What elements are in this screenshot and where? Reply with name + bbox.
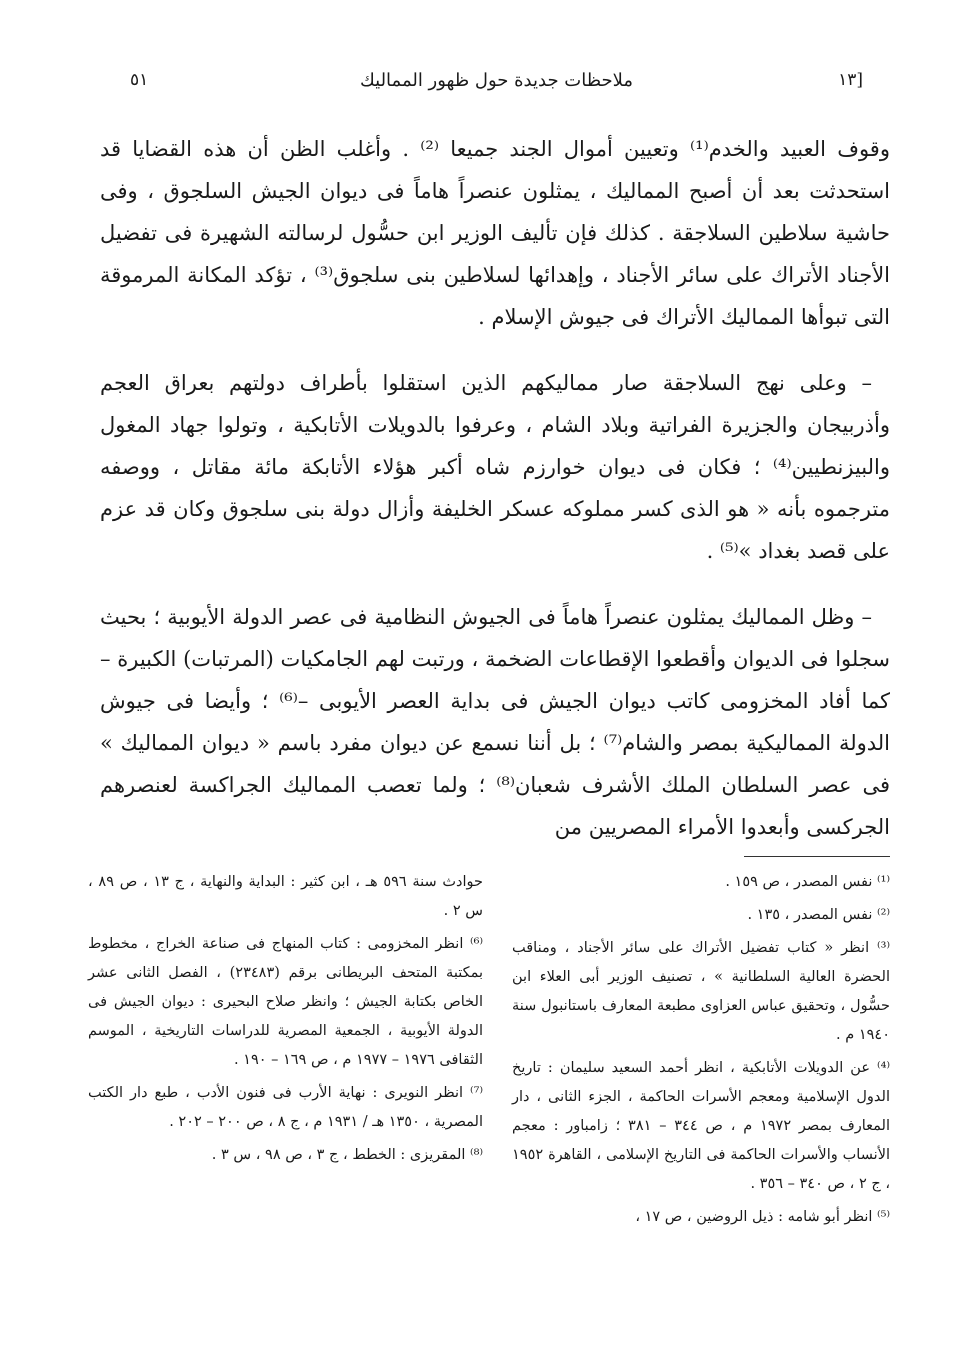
- footnote-5-continued: حوادث سنة ٥٩٦ هـ ، ابن كثير : البداية والنهاية ، ج ١٣ ، ص ٨٩ ، س ٢ .: [88, 874, 484, 919]
- header-reference: [١٣: [838, 70, 863, 90]
- footnote-5: ⁽⁵⁾ انظر أبو شامه : ذيل الروضين ، ص ١٧ ،: [635, 1209, 890, 1225]
- page-number: ٥١: [130, 70, 149, 90]
- footnote-7: ⁽⁷⁾ انظر النويرى : نهاية الأرب فى فنون الأدب ، طبع دار الكتب المصرية ، ١٣٥٠ هـ / ١٩٣١ م ، ج ٨ ، ص ٢٠٠ – ٢٠٢ .: [88, 1085, 483, 1130]
- header-title: ملاحظات جديدة حول ظهور المماليك: [359, 70, 634, 91]
- footnote-2: ⁽²⁾ نفس المصدر ، ١٣٥ .: [747, 907, 890, 923]
- main-text: [100, 128, 890, 872]
- paragraph-2: – وعلى نهج السلاجقة صار مماليكهم الذين استقلوا بأطراف دولتهم بعراق العجم وأذربيجان والجزيرة الفراتية وبلاد الشام ، وعرفوا بالدويلات الأتابكية ، وتولوا جهاد المغول والبيزنطيين⁽⁴⁾ ؛ فكان فى ديوان خوارزم شاه أكبر هؤلاء الأتابكة مائة مقاتل ، ووصفه مترجموه بأنه « هو الذى كسر مملوكه عسكر الخليفة وأزال دولة بنى سلجوق وكان قد عزم على قصد بغداد »⁽⁵⁾ .: [100, 371, 890, 563]
- footnote-6: ⁽⁶⁾ انظر المخزومى : كتاب المنهاج فى صناعة الخراج ، مخطوط بمكتبة المتحف البريطانى برقم (٢٣٤٨٣) ، الفصل الثانى عشر الخاص بكتابة الجيش ؛ وانظر صلاح البحيرى : ديوان الجيش فى الدولة الأيوبية ، الجمعية المصرية للدراسات التاريخية ، الموسم الثقافى ١٩٧٦ – ١٩٧٧ م ، ص ١٦٩ – ١٩٠ .: [88, 936, 484, 1068]
- paragraph-3: – وظل المماليك يمثلون عنصراً هاماً فى الجيوش النظامية فى عصر الدولة الأيوبية ؛ بحيث سجلوا فى الديوان وأقطعوا الإقطاعات الضخمة ، ورتبت لهم الجامكيات (المرتبات) الكبيرة – كما أفاد المخزومى كاتب ديوان الجيش فى بداية العصر الأيوبى –⁽⁶⁾ ؛ وأيضا فى جيوش الدولة المماليكية بمصر والشام⁽⁷⁾ ؛ بل أننا نسمع عن ديوان مفرد باسم « ديوان المماليك » فى عصر السلطان الملك الأشرف شعبان⁽⁸⁾ ؛ ولما تعصب المماليك الجراكسة لعنصرهم الجركسى وأبعدوا الأمراء المصريين من: [100, 605, 891, 839]
- footnotes-right-column: [512, 868, 890, 1236]
- footnote-1: ⁽¹⁾ نفس المصدر ، ص ١٥٩ .: [725, 874, 890, 890]
- footnote-3: ⁽³⁾ انظر « كتاب تفضيل الأتراك على سائر الأجناد ، ومناقب الحضرة العالية السلطانية » ، تصنيف الوزير أبى العلاء ابن حسُّول ، وتحقيق عباس العزاوى مطبعة المعارف باستانبول سنة ١٩٤٠ م .: [512, 940, 890, 1043]
- footnote-8: ⁽⁸⁾ المقريزى : الخطط ، ج ٣ ، ص ٩٨ ، س ٣ .: [211, 1147, 483, 1163]
- footnote-4: ⁽⁴⁾ عن الدويلات الأتابكية ، انظر أحمد السعيد سليمان : تاريخ الدول الإسلامية ومعجم الأسرات الحاكمة ، الجزء الثانى ، دار المعارف بمصر ١٩٧٢ م ، ص ٣٤٤ – ٣٨١ ؛ زامباور : معجم الأنساب والأسرات الحاكمة فى التاريخ الإسلامى ، القاهرة ١٩٥٢ ، ج ٢ ، ص ٣٤٠ – ٣٥٦ .: [512, 1060, 890, 1192]
- running-header: [130, 70, 863, 100]
- paragraph-1: وقوف العبيد والخدم⁽¹⁾ وتعيين أموال الجند جميعا ⁽²⁾ . وأغلب الظن أن هذه القضايا قد استحدثت بعد أن أصبح المماليك ، يمثلون عنصراً هاماً فى ديوان الجيش السلجوق ، وفى حاشية سلاطين السلاجقة . كذلك فإن تأليف الوزير ابن حسُّول لرسالته الشهيرة فى تفضيل الأجناد الأتراك على سائر الأجناد ، وإهدائها لسلاطين بنى سلجوق⁽³⁾ ، تؤكد المكانة المرموقة التى تبوأها المماليك الأتراك فى جيوش الإسلام .: [100, 137, 891, 329]
- footnote-divider: [744, 856, 890, 857]
- footnotes-left-column: [88, 868, 483, 1174]
